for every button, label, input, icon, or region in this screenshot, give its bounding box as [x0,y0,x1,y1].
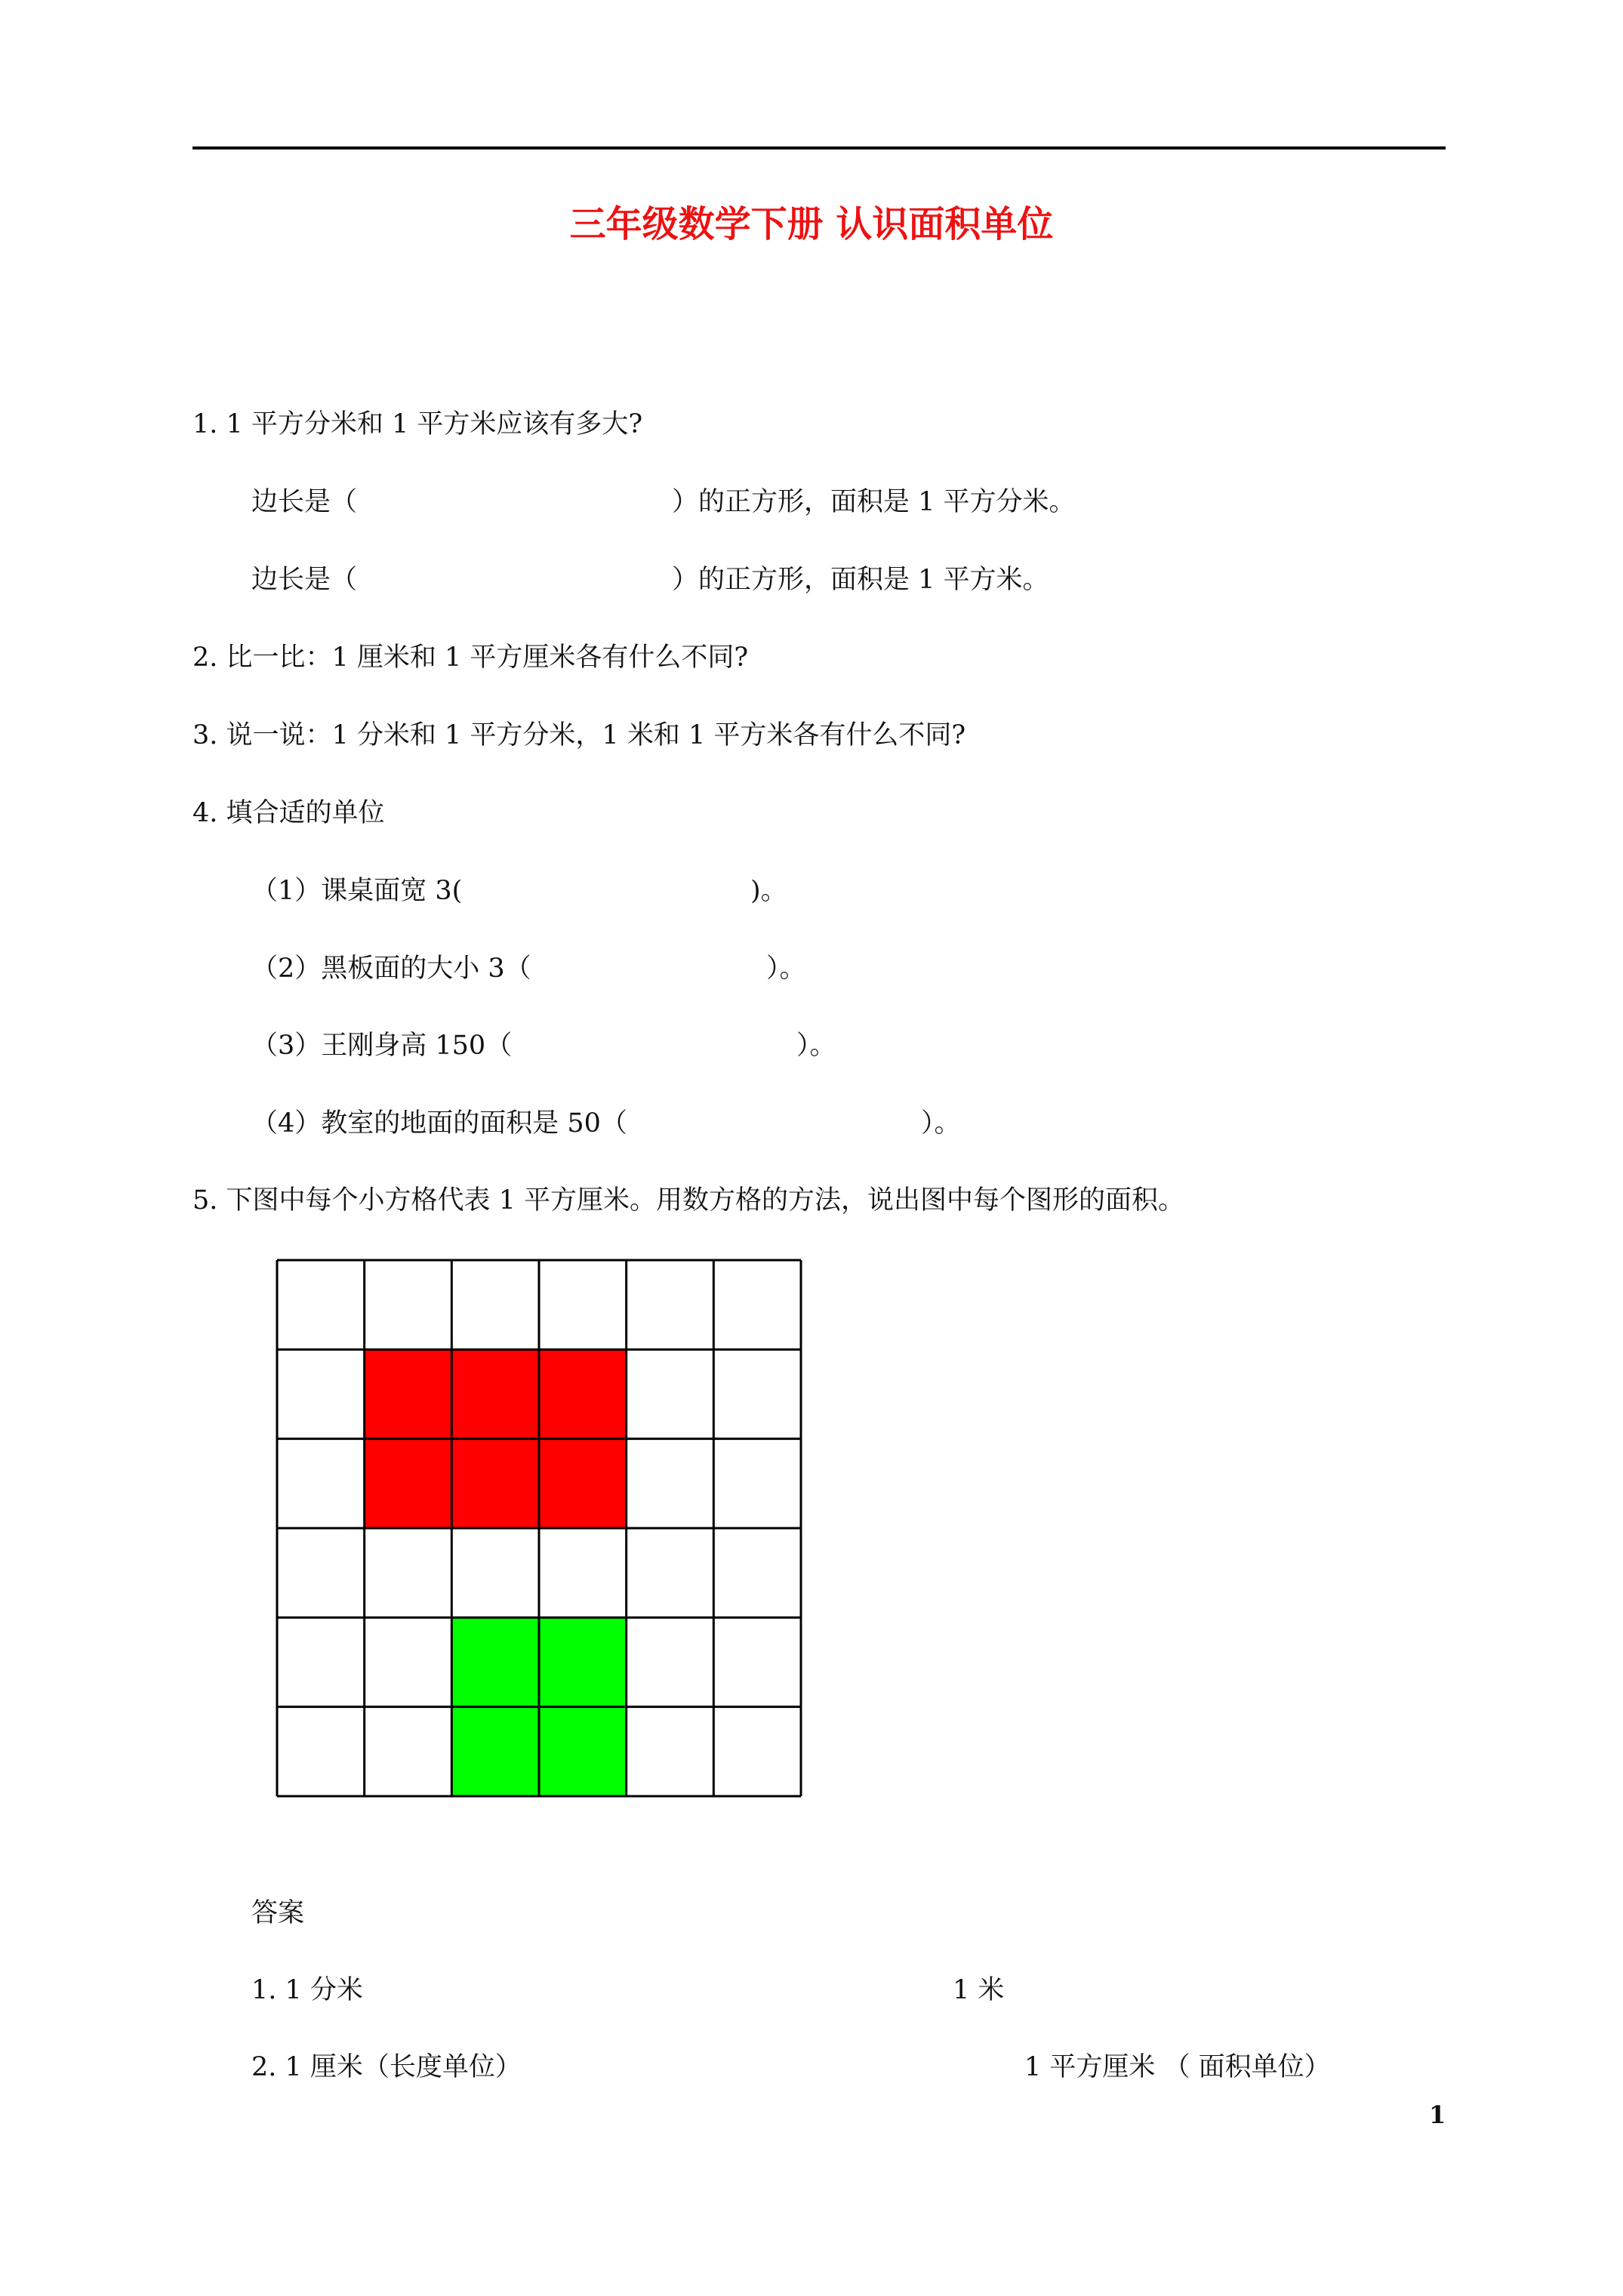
q4-item-1-left: （1）课桌面宽 3( [251,876,463,906]
page-number: 1 [1429,2100,1446,2129]
answer-1-right: 1 米 [953,1975,1005,2005]
q4-item-2-right: ）。 [766,954,806,984]
q4-item-2-left: （2）黑板面的大小 3（ [251,954,531,984]
answers-heading: 答案 [251,1898,305,1928]
question-4: 4. 填合适的单位 [192,798,385,828]
q1-line1-left: 边长是（ [251,487,358,517]
question-3: 3. 说一说：1 分米和 1 平方分米，1 米和 1 平方米各有什么不同? [192,720,966,750]
answer-1-left: 1. 1 分米 [251,1975,363,2005]
q1-line2-left: 边长是（ [251,565,358,595]
answer-2-left: 2. 1 厘米（长度单位） [251,2052,522,2082]
q4-item-4-right: ）。 [921,1108,961,1139]
question-1: 1. 1 平方分米和 1 平方米应该有多大? [192,409,643,439]
question-5: 5. 下图中每个小方格代表 1 平方厘米。用数方格的方法，说出图中每个图形的面积。 [192,1185,1185,1216]
q4-item-4-left: （4）教室的地面的面积是 50（ [251,1108,627,1139]
q1-line2-right: ）的正方形，面积是 1 平方米。 [672,565,1049,595]
header-rule [192,146,1446,149]
q1-line1-right: ）的正方形，面积是 1 平方分米。 [672,487,1076,517]
q4-item-3-right: ）。 [796,1031,836,1061]
page-title: 三年级数学下册 认识面积单位 [569,203,1054,245]
q4-item-1-right: )。 [750,876,787,906]
square-grid-figure [275,1258,803,1798]
q4-item-3-left: （3）王刚身高 150（ [251,1031,513,1061]
answer-2-right: 1 平方厘米 （ 面积单位） [1024,2052,1331,2082]
question-2: 2. 比一比：1 厘米和 1 平方厘米各有什么不同? [192,643,749,673]
